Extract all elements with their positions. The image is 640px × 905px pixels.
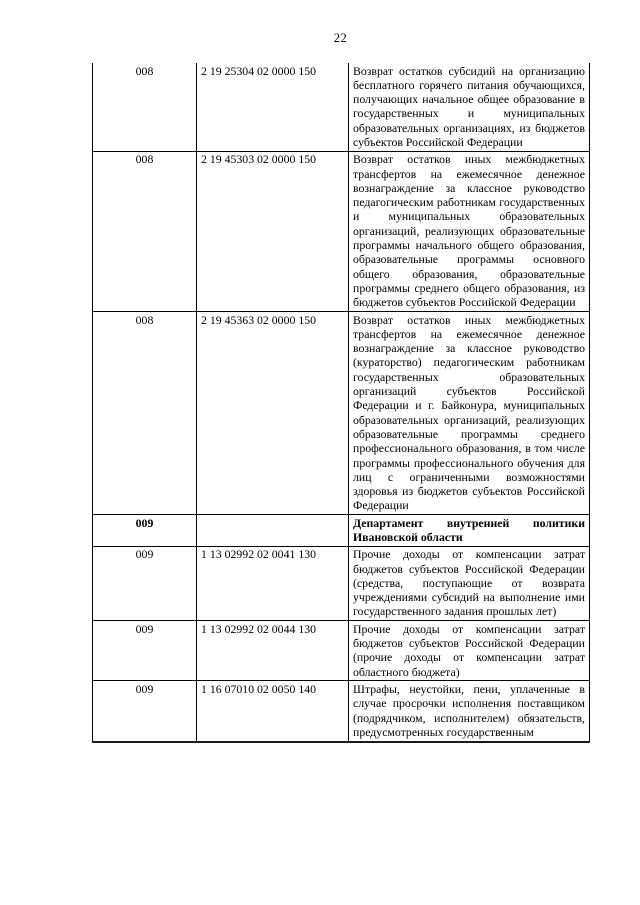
table-row <box>93 515 590 547</box>
kbk-code-cell <box>197 515 349 547</box>
table-row <box>93 312 590 515</box>
description-cell: Штрафы, неустойки, пени, уплаченные в случае просрочки исполнения поставщиком (подрядчиком, исполнителем) обязательств, предусмотренных государственным <box>349 681 590 742</box>
description-cell: Прочие доходы от компенсации затрат бюджетов субъектов Российской Федерации (прочие доходы от компенсации затрат областного бюджета) <box>349 621 590 681</box>
kbk-code-cell: 1 13 02992 02 0044 130 <box>197 621 349 681</box>
admin-code-cell: 008 <box>93 151 197 311</box>
table-row <box>93 546 590 620</box>
description-cell: Прочие доходы от компенсации затрат бюджетов субъектов Российской Федерации (средства, поступающие от возврата учреждениями субсидий на выполнение ими государственного задания прошлых лет) <box>349 546 590 620</box>
table-row <box>93 151 590 311</box>
description-cell: Возврат остатков субсидий на организацию бесплатного горячего питания обучающихся, получающих начальное общее образование в государственных и муниципальных образовательных организациях, из бюджетов субъектов Российской Федерации <box>349 63 590 151</box>
admin-code-cell: 009 <box>93 621 197 681</box>
admin-code-cell: 008 <box>93 312 197 515</box>
admin-code-cell: 008 <box>93 63 197 151</box>
budget-revenue-table <box>92 63 590 743</box>
kbk-code-cell: 1 13 02992 02 0041 130 <box>197 546 349 620</box>
table-row <box>93 681 590 742</box>
kbk-code-cell: 1 16 07010 02 0050 140 <box>197 681 349 742</box>
admin-code-cell: 009 <box>93 681 197 742</box>
admin-code-cell: 009 <box>93 515 197 547</box>
table-row <box>93 621 590 681</box>
kbk-code-cell: 2 19 45363 02 0000 150 <box>197 312 349 515</box>
kbk-code-cell: 2 19 45303 02 0000 150 <box>197 151 349 311</box>
description-cell: Возврат остатков иных межбюджетных трансфертов на ежемесячное денежное вознаграждение за классное руководство педагогическим работникам государственных и муниципальных образовательных организаций, реализующих образовательные программы начального общего образования, образовательные программы основного общего образования, образовательные программы среднего общего образования, из бюджетов субъектов Российской Федерации <box>349 151 590 311</box>
description-cell: Департамент внутренней политики Ивановской области <box>349 515 590 547</box>
page-number: 22 <box>333 31 348 45</box>
table-row <box>93 63 590 151</box>
kbk-code-cell: 2 19 25304 02 0000 150 <box>197 63 349 151</box>
table-body <box>93 63 590 742</box>
description-cell: Возврат остатков иных межбюджетных трансфертов на ежемесячное денежное вознаграждение за классное руководство (кураторство) педагогическим работникам государственных образовательных организаций субъектов Российской Федерации и г. Байконура, муниципальных образовательных организаций, реализующих образовательные программы среднего профессионального образования, в том числе программы профессионального обучения для лиц с ограниченными возможностями здоровья из бюджетов субъектов Российской Федерации <box>349 312 590 515</box>
admin-code-cell: 009 <box>93 546 197 620</box>
